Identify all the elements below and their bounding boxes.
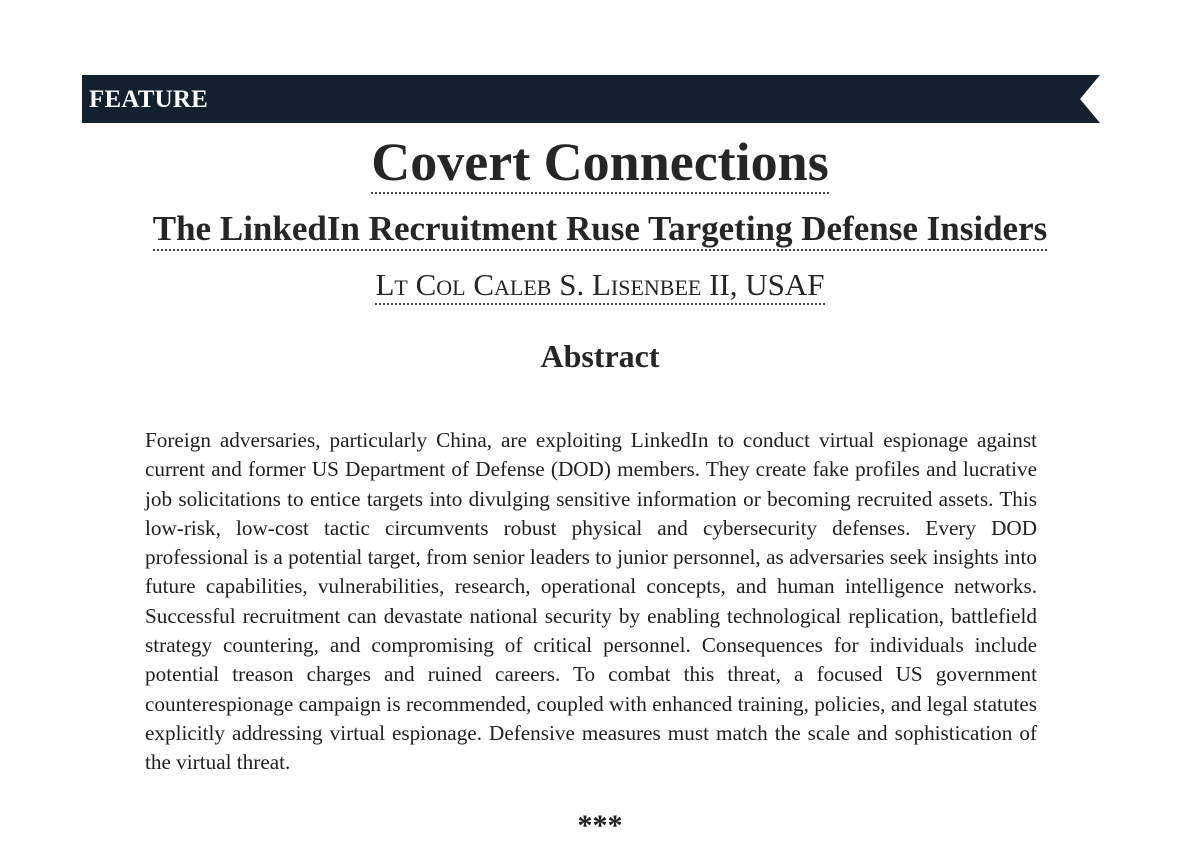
- feature-label: FEATURE: [89, 86, 209, 113]
- abstract-heading-row: [0, 338, 1200, 374]
- article-subtitle: The LinkedIn Recruitment Ruse Targeting Defense Insiders: [153, 210, 1047, 251]
- author-byline: Lt Col Caleb S. Lisenbee II, USAF: [375, 268, 824, 305]
- section-separator: ***: [577, 809, 623, 842]
- article-subtitle-row: [0, 210, 1200, 251]
- author-row: [0, 268, 1200, 305]
- banner-ribbon-shape: [82, 75, 1100, 123]
- abstract-heading: Abstract: [540, 338, 660, 374]
- article-title: Covert Connections: [371, 132, 829, 192]
- article-title-row: [0, 133, 1200, 194]
- feature-banner: [82, 75, 1100, 123]
- abstract-body: Foreign adversaries, particularly China, are exploiting LinkedIn to conduct virtual espionage against current and former US Department of Defense (DOD) members. They create fake profiles and lucrative job solicitations to entice targets into divulging sensitive information or becoming recruited assets. This low-risk, low-cost tactic circumvents robust physical and cybersecurity defenses. Every DOD professional is a potential target, from senior leaders to junior personnel, as adversaries seek insights into future capabilities, vulnerabilities, research, operational concepts, and human intelligence networks. Successful recruitment can devastate national security by enabling technological replication, battlefield strategy countering, and compromising of critical personnel. Consequences for individuals include potential treason charges and ruined careers. To combat this threat, a focused US government counterespionage campaign is recommended, coupled with enhanced training, policies, and legal statutes explicitly addressing virtual espionage. Defensive measures must match the scale and sophistication of the virtual threat.: [145, 428, 1037, 775]
